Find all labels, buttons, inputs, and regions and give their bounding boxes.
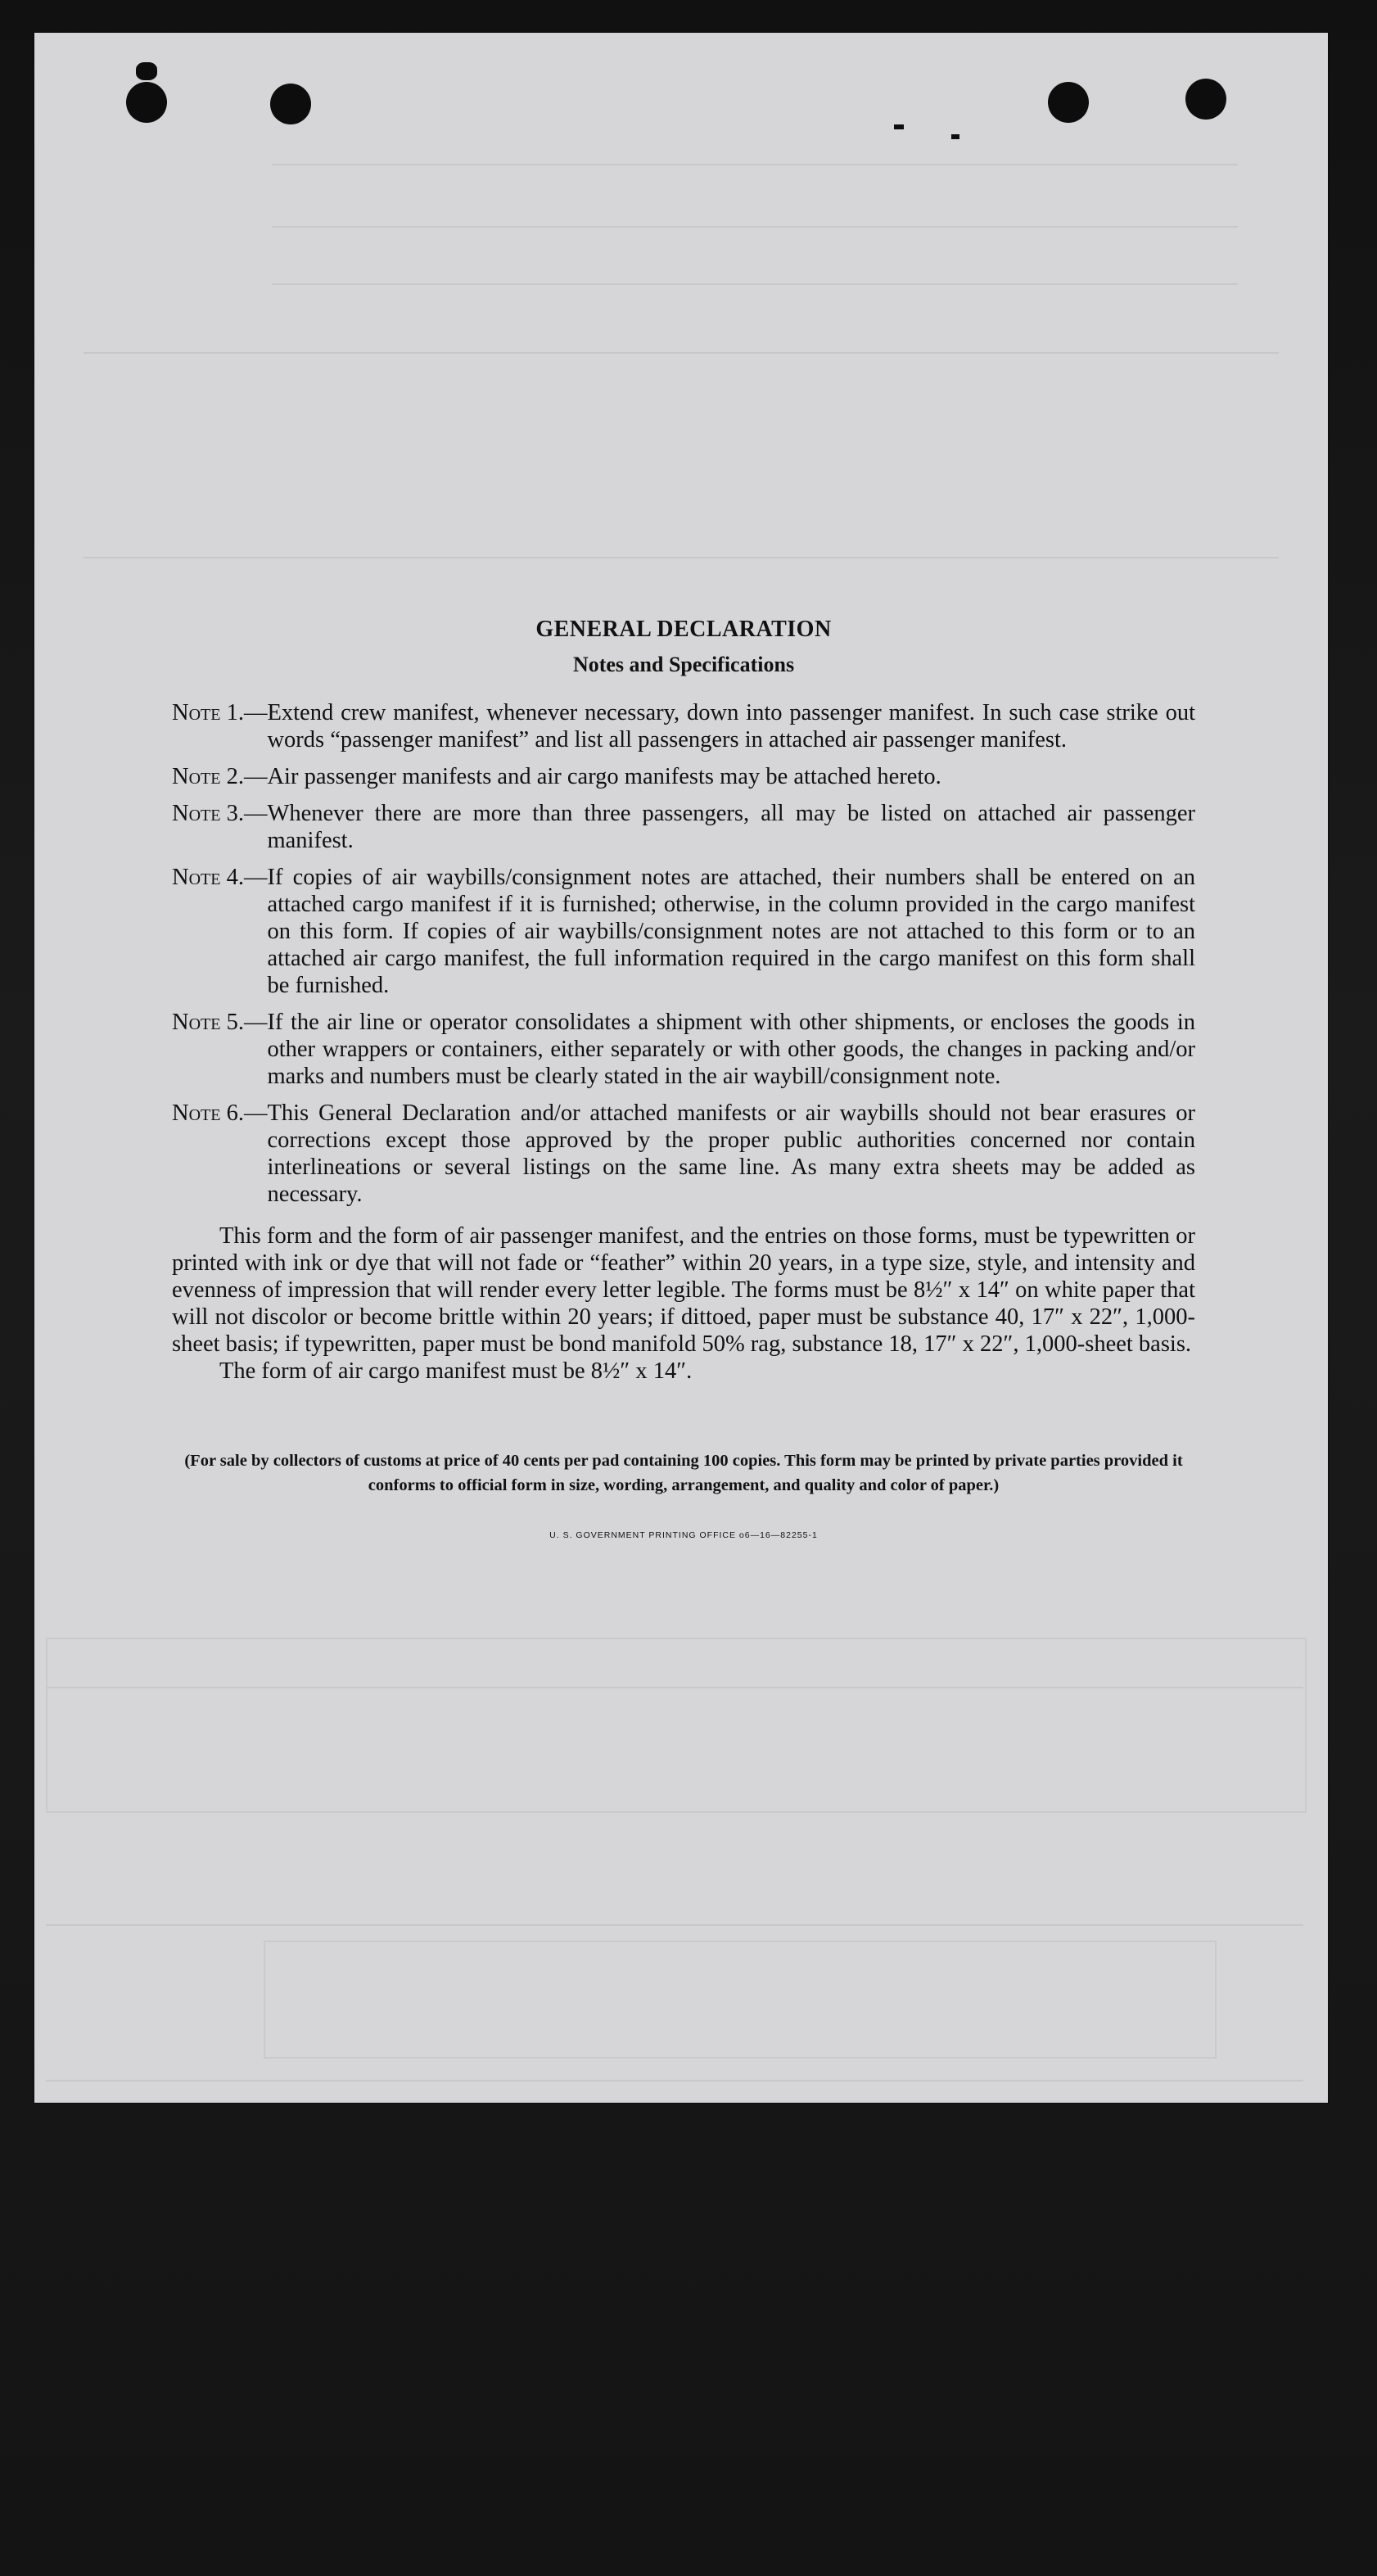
note-6: Note 6. — This General Declaration and/or attached manifests or air waybills should not bear erasures or corrections except those approved by the proper public authorities concerned nor contain interlineations or several listings on the same line. As many extra sheets may be added as necessary.: [172, 1100, 1195, 1207]
note-label: Note 6.: [172, 1100, 244, 1126]
bleedthrough-rule: [46, 2080, 1303, 2081]
note-text: Air passenger manifests and air cargo manifests may be attached hereto.: [267, 764, 941, 789]
ink-mark-left: [136, 62, 157, 80]
bleedthrough-rule: [84, 557, 1279, 558]
printer-imprint: U. S. GOVERNMENT PRINTING OFFICE o6—16—82255-1: [549, 1530, 818, 1540]
note-1: Note 1. — Extend crew manifest, whenever necessary, down into passenger manifest. In such case strike out words “passenger manifest” and list all passengers in attached air passenger manifest.: [172, 700, 1195, 752]
note-3: Note 3. — Whenever there are more than three passengers, all may be listed on attached air passenger manifest.: [172, 801, 1195, 853]
note-text: Whenever there are more than three passengers, all may be listed on attached air passenger manifest.: [267, 801, 1195, 853]
page-title: GENERAL DECLARATION: [535, 617, 832, 642]
punch-hole-right-1: [1048, 82, 1089, 123]
note-text: This General Declaration and/or attached manifests or air waybills should not bear erasures or corrections except those approved by the proper public authorities concerned nor contain interlineations or several listings on the same line. As many extra sheets may be added as necessary.: [267, 1100, 1195, 1207]
bleedthrough-box: [264, 1941, 1217, 2059]
bleedthrough-rule: [272, 164, 1238, 165]
ink-speck: [894, 124, 904, 129]
punch-hole-left-1: [126, 82, 167, 123]
note-4: Note 4. — If copies of air waybills/consignment notes are attached, their numbers shall be entered on an attached cargo manifest if it is furnished; otherwise, in the column provided in the cargo manifest on this form. If copies of air waybills/consignment notes are not attached to this form or to an attached air cargo manifest, the full information required in the cargo manifest on this form shall be furnished.: [172, 865, 1195, 998]
note-label: Note 1.: [172, 700, 244, 725]
bleedthrough-rule: [46, 1924, 1303, 1926]
note-text: Extend crew manifest, whenever necessary, down into passenger manifest. In such case strike out words “passenger manifest” and list all passengers in attached air passenger manifest.: [267, 700, 1195, 752]
ink-speck: [951, 134, 959, 139]
note-text: If copies of air waybills/consignment notes are attached, their numbers shall be entered on an attached cargo manifest if it is furnished; otherwise, in the column provided in the cargo manifest on this form. If copies of air waybills/consignment notes are not attached to this form or to an attached air cargo manifest, the full information required in the cargo manifest on this form shall be furnished.: [267, 865, 1195, 998]
page-subtitle: Notes and Specifications: [572, 653, 795, 676]
bleedthrough-rule: [46, 1687, 1303, 1688]
sale-notice: (For sale by collectors of customs at price of 40 cents per pad containing 100 copies. This form may be printed by private parties provided it conforms to official form in size, wording, arrangement, and quality and color of paper.): [184, 1452, 1183, 1494]
note-label: Note 3.: [172, 801, 244, 826]
note-label: Note 5.: [172, 1010, 244, 1035]
form-specification-paragraph: This form and the form of air passenger manifest, and the entries on those forms, must be typewritten or printed with ink or dye that will not fade or “feather” within 20 years, in a type size, style, and intensity and evenness of impression that will render every letter legible. The forms must be 8½″ x 14″ on white paper that will not discolor or become brittle within 20 years; if dittoed, paper must be substance 40, 17″ x 22″, 1,000-sheet basis; if typewritten, paper must be bond manifold 50% rag, substance 18, 17″ x 22″, 1,000-sheet basis.: [172, 1223, 1195, 1357]
cargo-manifest-size-paragraph: The form of air cargo manifest must be 8½″ x 14″.: [219, 1358, 693, 1384]
bleedthrough-table: [46, 1638, 1307, 1813]
note-label: Note 2.: [172, 764, 244, 789]
punch-hole-right-2: [1185, 79, 1226, 120]
note-text: If the air line or operator consolidates a shipment with other shipments, or encloses the goods in other wrappers or containers, either separately or with other goods, the changes in packing and/or marks and numbers must be clearly stated in the air waybill/consignment note.: [267, 1010, 1195, 1089]
bleedthrough-rule: [272, 283, 1238, 285]
notes-section: [172, 616, 1195, 1549]
punch-hole-left-2: [270, 84, 311, 124]
note-label: Note 4.: [172, 865, 244, 890]
note-5: Note 5. — If the air line or operator consolidates a shipment with other shipments, or encloses the goods in other wrappers or containers, either separately or with other goods, the changes in packing and/or marks and numbers must be clearly stated in the air waybill/consignment note.: [172, 1010, 1195, 1089]
note-2: Note 2. — Air passenger manifests and air cargo manifests may be attached hereto.: [172, 763, 1195, 790]
bleedthrough-rule: [272, 226, 1238, 228]
bleedthrough-rule: [84, 352, 1279, 354]
